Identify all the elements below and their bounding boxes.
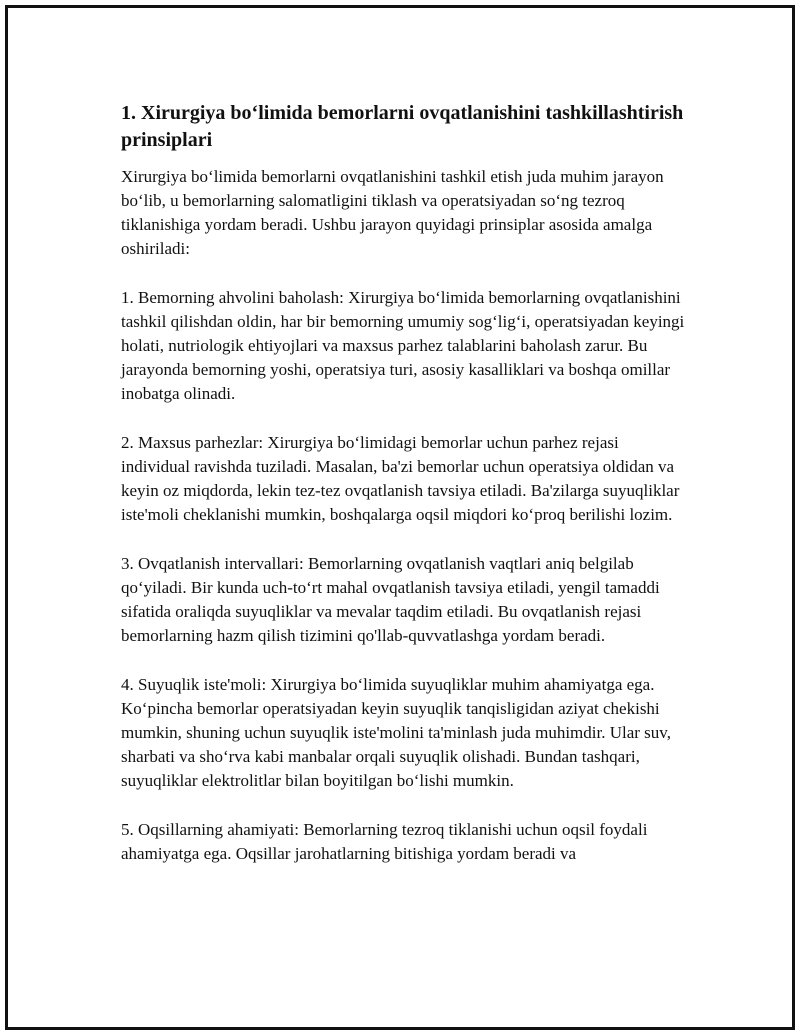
intro-paragraph: Xirurgiya bo‘limida bemorlarni ovqatlanishini tashkil etish juda muhim jarayon bo‘lib, u bemorlarning salomatligini tiklash va operatsiyadan so‘ng tezroq tiklanishiga yordam beradi. Ushbu jarayon quyidagi prinsiplar asosida amalga oshiriladi: [121,167,664,258]
page-frame [5,5,795,1030]
principle-5-paragraph: 5. Oqsillarning ahamiyati: Bemorlarning tezroq tiklanishi uchun oqsil foydali ahamiyatga ega. Oqsillar jarohatlarning bitishiga yordam beradi va [121,820,648,863]
document-body [121,100,691,891]
principle-2-paragraph: 2. Maxsus parhezlar: Xirurgiya bo‘limidagi bemorlar uchun parhez rejasi individual ravishda tuziladi. Masalan, ba'zi bemorlar uchun operatsiya oldidan va keyin oz miqdorda, lekin tez-tez ovqatlanish tavsiya etiladi. Ba'zilarga suyuqliklar iste'moli cheklanishi mumkin, boshqalarga oqsil miqdori ko‘proq berilishi lozim. [121,433,680,524]
principle-4-paragraph: 4. Suyuqlik iste'moli: Xirurgiya bo‘limida suyuqliklar muhim ahamiyatga ega. Ko‘pincha bemorlar operatsiyadan keyin suyuqlik tanqisligidan aziyat chekishi mumkin, shuning uchun suyuqlik iste'molini ta'minlash juda muhimdir. Ular suv, sharbati va sho‘rva kabi manbalar orqali suyuqlik olishadi. Bundan tashqari, suyuqliklar elektrolitlar bilan boyitilgan bo‘lishi mumkin. [121,675,671,790]
document-title: 1. Xirurgiya bo‘limida bemorlarni ovqatlanishini tashkillashtirish prinsiplari [121,102,684,151]
principle-3-paragraph: 3. Ovqatlanish intervallari: Bemorlarning ovqatlanish vaqtlari aniq belgilab qo‘yiladi. Bir kunda uch-to‘rt mahal ovqatlanish tavsiya etiladi, yengil tamaddi sifatida oraliqda suyuqliklar va mevalar taqdim etiladi. Bu ovqatlanish rejasi bemorlarning hazm qilish tizimini qo'llab-quvvatlashga yordam beradi. [121,554,660,645]
principle-1-paragraph: 1. Bemorning ahvolini baholash: Xirurgiya bo‘limida bemorlarning ovqatlanishini tashkil qilishdan oldin, har bir bemorning umumiy sog‘lig‘i, operatsiyadan keyingi holati, nutriologik ehtiyojlari va maxsus parhez talablarini baholash zarur. Bu jarayonda bemorning yoshi, operatsiya turi, asosiy kasalliklari va boshqa omillar inobatga olinadi. [121,288,685,403]
